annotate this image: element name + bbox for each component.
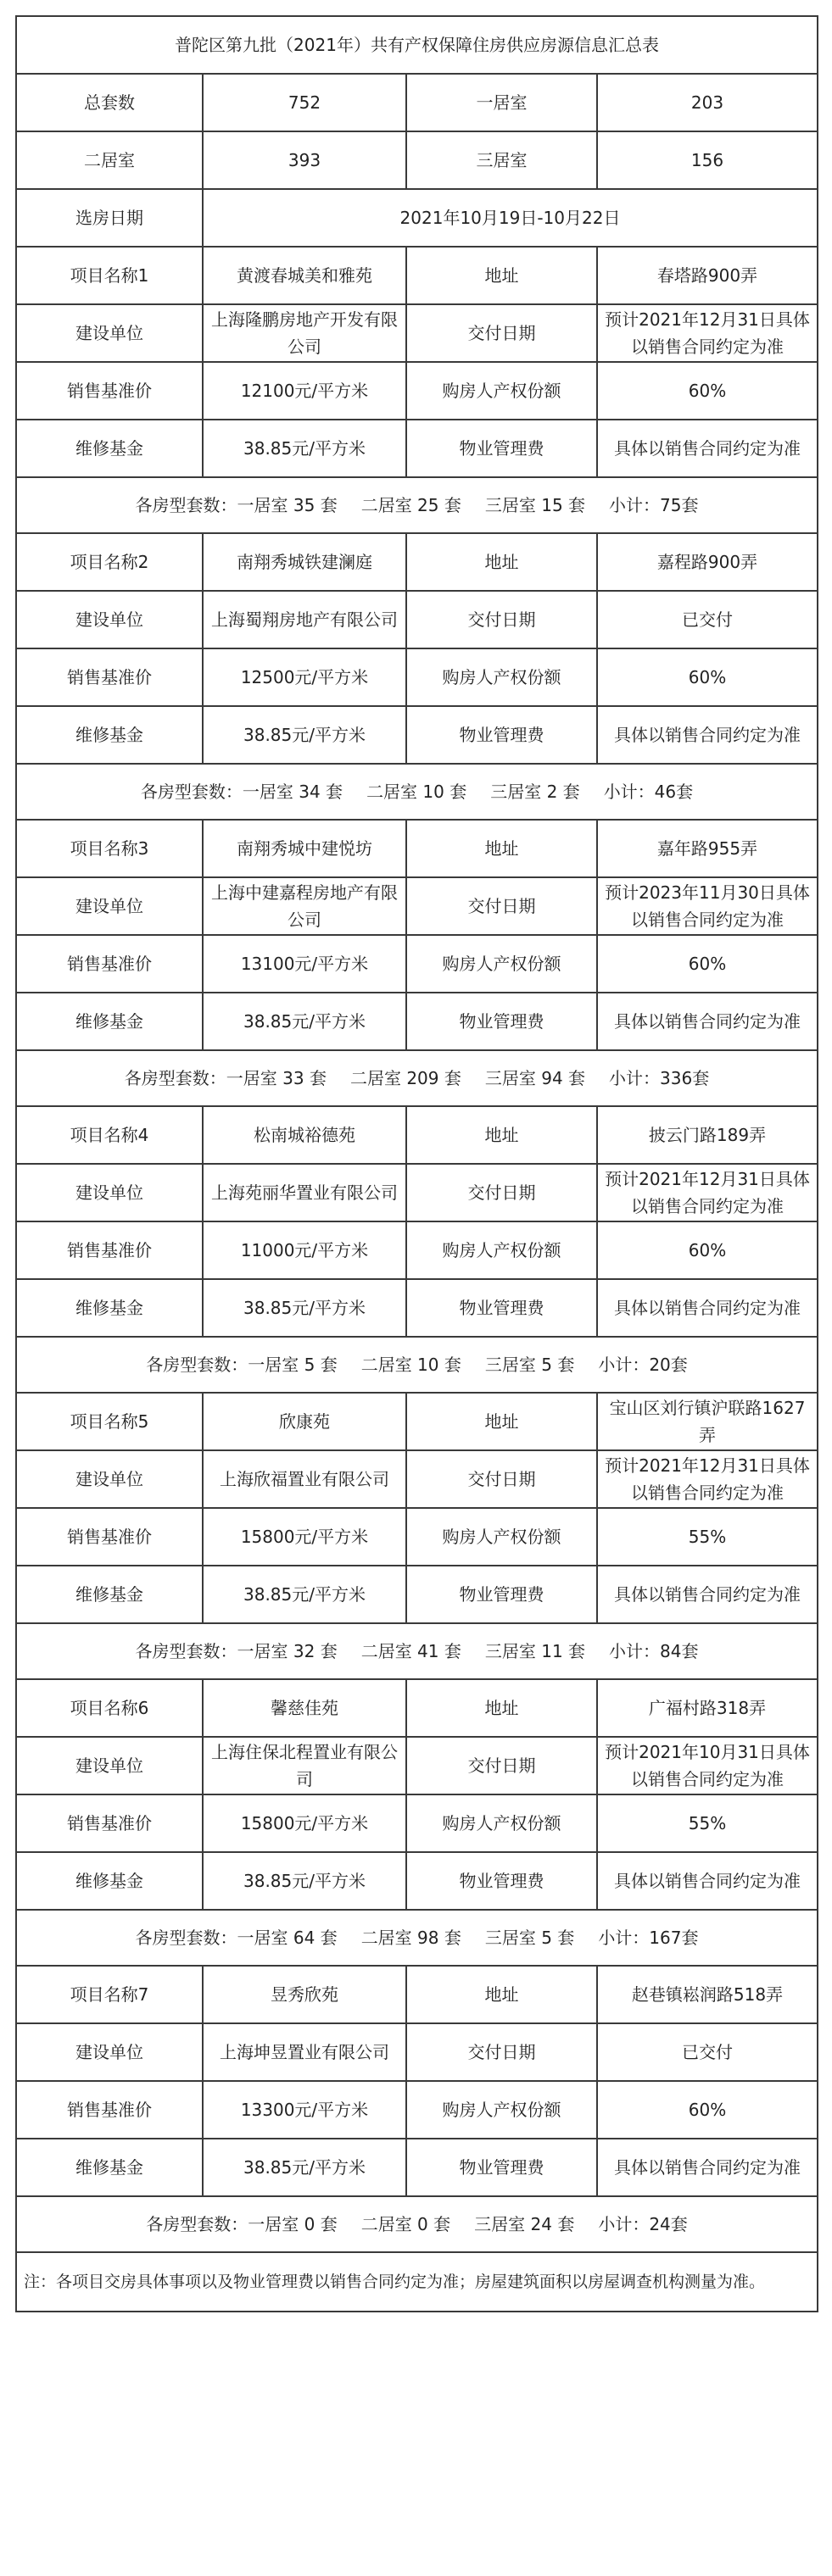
project-price-row — [16, 648, 818, 706]
unit-count-summary — [16, 1623, 818, 1679]
maintenance-label: 维修基金 — [16, 1279, 203, 1337]
two-room-label: 二居室 — [16, 131, 203, 189]
base-price: 11000元/平方米 — [203, 1221, 406, 1279]
base-price: 13100元/平方米 — [203, 935, 406, 993]
developer-name: 上海坤昱置业有限公司 — [203, 2023, 406, 2081]
subtotal: 小计：84套 — [609, 1641, 699, 1661]
one-room-count: 一居室 35 套 — [237, 495, 338, 515]
share-label: 购房人产权份额 — [406, 1508, 597, 1566]
project-address: 嘉年路955弄 — [597, 820, 818, 877]
project-name-label: 项目名称3 — [16, 820, 203, 877]
address-label: 地址 — [406, 820, 597, 877]
project-count-row — [16, 477, 818, 533]
project-price-row — [16, 1221, 818, 1279]
count-prefix: 各房型套数： — [146, 2214, 248, 2234]
subtotal: 小计：46套 — [603, 782, 694, 802]
unit-count-summary — [16, 1337, 818, 1393]
subtotal: 小计：24套 — [598, 2214, 688, 2234]
mgmt-label: 物业管理费 — [406, 993, 597, 1050]
unit-count-summary — [16, 1050, 818, 1106]
one-room-count: 一居室 32 套 — [237, 1641, 338, 1661]
mgmt-label: 物业管理费 — [406, 1279, 597, 1337]
project-name-row — [16, 820, 818, 877]
unit-count-summary — [16, 2196, 818, 2252]
delivery-label: 交付日期 — [406, 304, 597, 362]
one-room-count: 一居室 0 套 — [248, 2214, 338, 2234]
developer-label: 建设单位 — [16, 1737, 203, 1794]
three-room-value: 156 — [597, 131, 818, 189]
selection-date-row — [16, 189, 818, 247]
project-price-row — [16, 2081, 818, 2139]
share-label: 购房人产权份额 — [406, 362, 597, 420]
address-label: 地址 — [406, 247, 597, 304]
project-count-row — [16, 1910, 818, 1966]
project-developer-row — [16, 877, 818, 935]
ownership-share: 55% — [597, 1508, 818, 1566]
maintenance-label: 维修基金 — [16, 1566, 203, 1623]
address-label: 地址 — [406, 1106, 597, 1164]
mgmt-label: 物业管理费 — [406, 706, 597, 764]
project-name: 南翔秀城中建悦坊 — [203, 820, 406, 877]
maintenance-label: 维修基金 — [16, 2139, 203, 2196]
project-name-row — [16, 1106, 818, 1164]
project-address: 宝山区刘行镇沪联路1627弄 — [597, 1393, 818, 1450]
project-developer-row — [16, 2023, 818, 2081]
delivery-date: 预计2021年12月31日具体以销售合同约定为准 — [597, 304, 818, 362]
ownership-share: 60% — [597, 362, 818, 420]
one-room-label: 一居室 — [406, 74, 597, 131]
maintenance-fund: 38.85元/平方米 — [203, 2139, 406, 2196]
mgmt-fee: 具体以销售合同约定为准 — [597, 993, 818, 1050]
project-name: 南翔秀城铁建澜庭 — [203, 533, 406, 591]
one-room-count: 一居室 34 套 — [242, 782, 343, 802]
delivery-date: 预计2021年12月31日具体以销售合同约定为准 — [597, 1164, 818, 1221]
project-price-row — [16, 935, 818, 993]
unit-count-summary — [16, 1910, 818, 1966]
maintenance-fund: 38.85元/平方米 — [203, 1279, 406, 1337]
developer-label: 建设单位 — [16, 1450, 203, 1508]
subtotal: 小计：20套 — [598, 1355, 688, 1375]
project-developer-row — [16, 1737, 818, 1794]
project-address: 披云门路189弄 — [597, 1106, 818, 1164]
maintenance-label: 维修基金 — [16, 993, 203, 1050]
address-label: 地址 — [406, 533, 597, 591]
project-address: 春塔路900弄 — [597, 247, 818, 304]
project-maintenance-row — [16, 1852, 818, 1910]
base-price: 13300元/平方米 — [203, 2081, 406, 2139]
developer-name: 上海欣福置业有限公司 — [203, 1450, 406, 1508]
count-prefix: 各房型套数： — [135, 1928, 237, 1948]
mgmt-fee: 具体以销售合同约定为准 — [597, 420, 818, 477]
project-address: 广福村路318弄 — [597, 1679, 818, 1737]
developer-label: 建设单位 — [16, 304, 203, 362]
two-room-count: 二居室 10 套 — [366, 782, 467, 802]
project-count-row — [16, 1337, 818, 1393]
share-label: 购房人产权份额 — [406, 1221, 597, 1279]
title-row — [16, 16, 818, 74]
developer-name: 上海住保北程置业有限公司 — [203, 1737, 406, 1794]
project-maintenance-row — [16, 706, 818, 764]
delivery-date: 已交付 — [597, 2023, 818, 2081]
selection-date-label: 选房日期 — [16, 189, 203, 247]
housing-supply-table — [15, 15, 818, 2312]
project-maintenance-row — [16, 993, 818, 1050]
subtotal: 小计：167套 — [598, 1928, 699, 1948]
project-address: 嘉程路900弄 — [597, 533, 818, 591]
ownership-share: 60% — [597, 2081, 818, 2139]
price-label: 销售基准价 — [16, 1794, 203, 1852]
delivery-label: 交付日期 — [406, 877, 597, 935]
base-price: 12500元/平方米 — [203, 648, 406, 706]
one-room-count: 一居室 64 套 — [237, 1928, 338, 1948]
maintenance-label: 维修基金 — [16, 420, 203, 477]
two-room-count: 二居室 25 套 — [360, 495, 461, 515]
table-body — [16, 16, 818, 247]
two-room-count: 二居室 98 套 — [360, 1928, 461, 1948]
project-name: 馨慈佳苑 — [203, 1679, 406, 1737]
count-prefix: 各房型套数： — [146, 1355, 248, 1375]
price-label: 销售基准价 — [16, 2081, 203, 2139]
project-name-label: 项目名称6 — [16, 1679, 203, 1737]
developer-label: 建设单位 — [16, 877, 203, 935]
developer-label: 建设单位 — [16, 2023, 203, 2081]
delivery-date: 预计2021年10月31日具体以销售合同约定为准 — [597, 1737, 818, 1794]
price-label: 销售基准价 — [16, 1221, 203, 1279]
two-room-count: 二居室 209 套 — [349, 1068, 461, 1088]
delivery-label: 交付日期 — [406, 1737, 597, 1794]
count-prefix: 各房型套数： — [135, 495, 237, 515]
total-value: 752 — [203, 74, 406, 131]
two-room-count: 二居室 10 套 — [360, 1355, 461, 1375]
share-label: 购房人产权份额 — [406, 2081, 597, 2139]
delivery-label: 交付日期 — [406, 591, 597, 648]
delivery-date: 预计2021年12月31日具体以销售合同约定为准 — [597, 1450, 818, 1508]
mgmt-label: 物业管理费 — [406, 1566, 597, 1623]
maintenance-fund: 38.85元/平方米 — [203, 993, 406, 1050]
project-name-label: 项目名称2 — [16, 533, 203, 591]
ownership-share: 60% — [597, 1221, 818, 1279]
project-developer-row — [16, 591, 818, 648]
delivery-date: 预计2023年11月30日具体以销售合同约定为准 — [597, 877, 818, 935]
project-name-label: 项目名称7 — [16, 1966, 203, 2023]
unit-count-summary — [16, 477, 818, 533]
price-label: 销售基准价 — [16, 1508, 203, 1566]
three-room-count: 三居室 15 套 — [484, 495, 586, 515]
price-label: 销售基准价 — [16, 935, 203, 993]
three-room-count: 三居室 5 套 — [484, 1928, 575, 1948]
delivery-label: 交付日期 — [406, 1164, 597, 1221]
two-room-count: 二居室 0 套 — [360, 2214, 451, 2234]
total-label: 总套数 — [16, 74, 203, 131]
price-label: 销售基准价 — [16, 362, 203, 420]
ownership-share: 60% — [597, 648, 818, 706]
projects-body — [16, 247, 818, 2252]
count-prefix: 各房型套数： — [140, 782, 243, 802]
note-body — [16, 2252, 818, 2312]
delivery-date: 已交付 — [597, 591, 818, 648]
developer-name: 上海苑丽华置业有限公司 — [203, 1164, 406, 1221]
project-name-label: 项目名称5 — [16, 1393, 203, 1450]
project-developer-row — [16, 304, 818, 362]
three-room-count: 三居室 2 套 — [490, 782, 580, 802]
price-label: 销售基准价 — [16, 648, 203, 706]
three-room-count: 三居室 11 套 — [484, 1641, 586, 1661]
delivery-label: 交付日期 — [406, 1450, 597, 1508]
project-name-row — [16, 247, 818, 304]
ownership-share: 60% — [597, 935, 818, 993]
developer-name: 上海中建嘉程房地产有限公司 — [203, 877, 406, 935]
note-row — [16, 2252, 818, 2312]
one-room-count: 一居室 5 套 — [248, 1355, 338, 1375]
project-name-label: 项目名称1 — [16, 247, 203, 304]
project-count-row — [16, 1050, 818, 1106]
project-count-row — [16, 1623, 818, 1679]
two-room-value: 393 — [203, 131, 406, 189]
maintenance-label: 维修基金 — [16, 1852, 203, 1910]
project-price-row — [16, 1794, 818, 1852]
project-price-row — [16, 362, 818, 420]
address-label: 地址 — [406, 1679, 597, 1737]
project-maintenance-row — [16, 420, 818, 477]
mgmt-fee: 具体以销售合同约定为准 — [597, 1279, 818, 1337]
two-room-count: 二居室 41 套 — [360, 1641, 461, 1661]
project-maintenance-row — [16, 1566, 818, 1623]
project-name-row — [16, 533, 818, 591]
subtotal: 小计：336套 — [609, 1068, 710, 1088]
project-count-row — [16, 2196, 818, 2252]
maintenance-label: 维修基金 — [16, 706, 203, 764]
mgmt-fee: 具体以销售合同约定为准 — [597, 1852, 818, 1910]
project-name-row — [16, 1393, 818, 1450]
housing-supply-sheet — [15, 15, 817, 2312]
address-label: 地址 — [406, 1966, 597, 2023]
base-price: 15800元/平方米 — [203, 1794, 406, 1852]
unit-count-summary — [16, 764, 818, 820]
project-maintenance-row — [16, 1279, 818, 1337]
three-room-count: 三居室 5 套 — [484, 1355, 575, 1375]
three-room-label: 三居室 — [406, 131, 597, 189]
project-developer-row — [16, 1450, 818, 1508]
footnote: 注：各项目交房具体事项以及物业管理费以销售合同约定为准；房屋建筑面积以房屋调查机构测量为准。 — [16, 2252, 818, 2312]
developer-label: 建设单位 — [16, 591, 203, 648]
share-label: 购房人产权份额 — [406, 1794, 597, 1852]
one-room-value: 203 — [597, 74, 818, 131]
three-room-count: 三居室 24 套 — [474, 2214, 575, 2234]
project-count-row — [16, 764, 818, 820]
project-price-row — [16, 1508, 818, 1566]
mgmt-fee: 具体以销售合同约定为准 — [597, 2139, 818, 2196]
project-name-row — [16, 1679, 818, 1737]
share-label: 购房人产权份额 — [406, 648, 597, 706]
base-price: 12100元/平方米 — [203, 362, 406, 420]
maintenance-fund: 38.85元/平方米 — [203, 706, 406, 764]
maintenance-fund: 38.85元/平方米 — [203, 420, 406, 477]
maintenance-fund: 38.85元/平方米 — [203, 1566, 406, 1623]
mgmt-fee: 具体以销售合同约定为准 — [597, 1566, 818, 1623]
project-developer-row — [16, 1164, 818, 1221]
mgmt-label: 物业管理费 — [406, 420, 597, 477]
share-label: 购房人产权份额 — [406, 935, 597, 993]
project-name: 黄渡春城美和雅苑 — [203, 247, 406, 304]
project-name: 欣康苑 — [203, 1393, 406, 1450]
project-address: 赵巷镇崧润路518弄 — [597, 1966, 818, 2023]
project-name-label: 项目名称4 — [16, 1106, 203, 1164]
mgmt-fee: 具体以销售合同约定为准 — [597, 706, 818, 764]
delivery-label: 交付日期 — [406, 2023, 597, 2081]
developer-label: 建设单位 — [16, 1164, 203, 1221]
mgmt-label: 物业管理费 — [406, 2139, 597, 2196]
project-name-row — [16, 1966, 818, 2023]
ownership-share: 55% — [597, 1794, 818, 1852]
one-room-count: 一居室 33 套 — [226, 1068, 327, 1088]
address-label: 地址 — [406, 1393, 597, 1450]
project-maintenance-row — [16, 2139, 818, 2196]
sheet-title: 普陀区第九批（2021年）共有产权保障住房供应房源信息汇总表 — [16, 16, 818, 74]
count-prefix: 各房型套数： — [124, 1068, 226, 1088]
count-prefix: 各房型套数： — [135, 1641, 237, 1661]
project-name: 松南城裕德苑 — [203, 1106, 406, 1164]
three-room-count: 三居室 94 套 — [484, 1068, 586, 1088]
developer-name: 上海隆鹏房地产开发有限公司 — [203, 304, 406, 362]
selection-date-value: 2021年10月19日-10月22日 — [203, 189, 818, 247]
base-price: 15800元/平方米 — [203, 1508, 406, 1566]
developer-name: 上海蜀翔房地产有限公司 — [203, 591, 406, 648]
maintenance-fund: 38.85元/平方米 — [203, 1852, 406, 1910]
project-name: 昱秀欣苑 — [203, 1966, 406, 2023]
mgmt-label: 物业管理费 — [406, 1852, 597, 1910]
summary-row-1 — [16, 74, 818, 131]
summary-row-2 — [16, 131, 818, 189]
subtotal: 小计：75套 — [609, 495, 699, 515]
